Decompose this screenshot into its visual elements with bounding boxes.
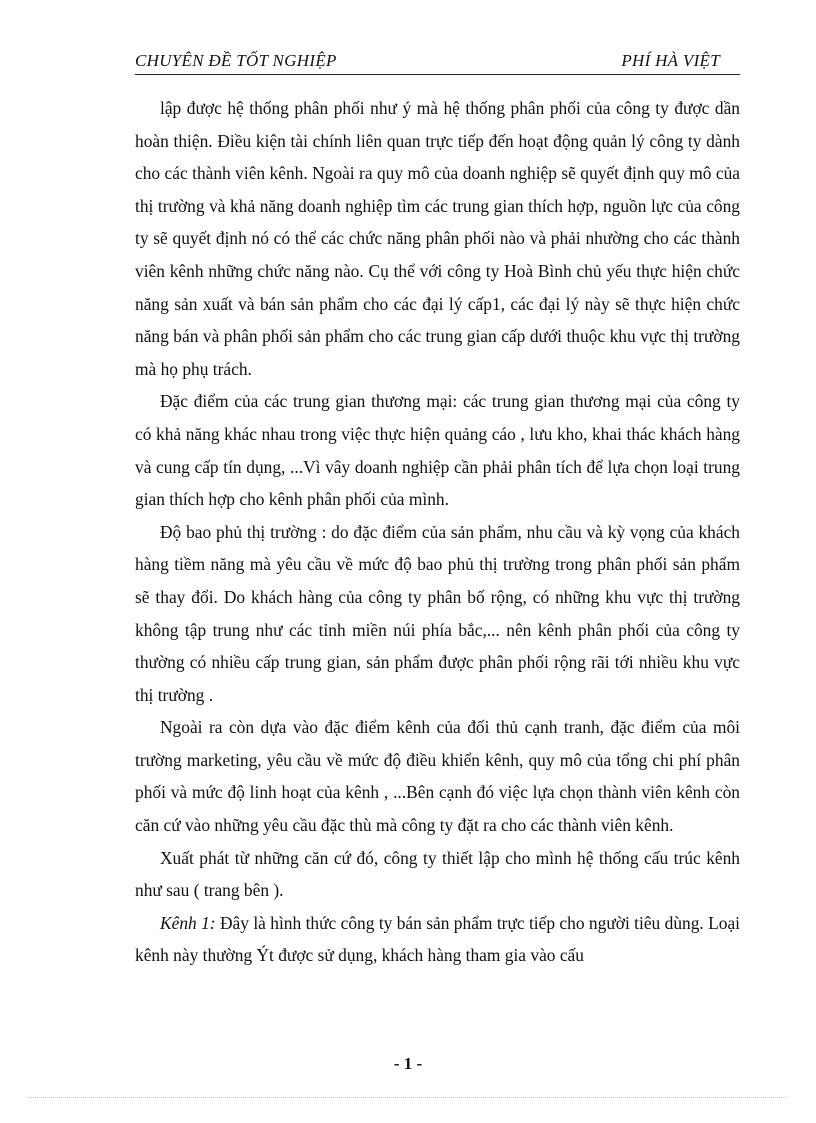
page-header [135, 48, 740, 75]
header-author: PHÍ HÀ VIỆT [621, 51, 720, 70]
paragraph-market-coverage: Độ bao phủ thị trường : do đặc điểm của sản phẩm, nhu cầu và kỳ vọng của khách hàng tiềm năng mà yêu cầu về mức độ bao phủ thị trường trong phân phối sản phẩm sẽ thay đổi. Do khách hàng của công ty phân bố rộng, có những khu vực thị trường không tập trung như các tỉnh miền núi phía bắc,... nên kênh phân phối của công ty thường có nhiều cấp trung gian, sản phẩm được phân phối rộng rãi tới nhiều khu vực thị trường . [135, 521, 740, 705]
paragraph-channel-structure: Xuất phát từ những căn cứ đó, công ty thiết lập cho mình hệ thống cấu trúc kênh như sau ( trang bên ). [135, 847, 740, 901]
channel-1-label: Kênh 1: [160, 912, 216, 933]
paragraph-other-factors: Ngoài ra còn dựa vào đặc điểm kênh của đối thủ cạnh tranh, đặc điểm của môi trường marketing, yêu cầu về mức độ điều khiển kênh, quy mô của tổng chi phí phân phối và mức độ linh hoạt của kênh , ...Bên cạnh đó việc lựa chọn thành viên kênh còn căn cứ vào những yêu cầu đặc thù mà công ty đặt ra cho các thành viên kênh. [135, 717, 740, 836]
page-number: - 1 - [393, 1054, 423, 1073]
paragraph-continuation: lập được hệ thống phân phối như ý mà hệ thống phân phối của công ty được dần hoàn thiện. Điều kiện tài chính liên quan trực tiếp đến hoạt động quản lý công ty dành cho các thành viên kênh. Ngoài ra quy mô của doanh nghiệp sẽ quyết định quy mô của thị trường và khả năng doanh nghiệp tìm các trung gian thích hợp, nguồn lực của công ty sẽ quyết định nó có thể các chức năng phân phối nào và phải nhường cho các thành viên kênh những chức năng nào. Cụ thể với công ty Hoà Bình chủ yếu thực hiện chức năng sản xuất và bán sản phẩm cho các đại lý cấp1, các đại lý này sẽ thực hiện chức năng bán và phân phối sản phẩm cho các trung gian cấp dưới thuộc khu vực thị trường mà họ phụ trách. [135, 98, 740, 379]
channel-1-text: Đây là hình thức công ty bán sản phẩm trực tiếp cho người tiêu dùng. Loại kênh này thường Ýt được sử dụng, khách hàng tham gia vào cấu [135, 912, 741, 966]
paragraph-intermediaries: Đặc điểm của các trung gian thương mại: các trung gian thương mại của công ty có khả năng khác nhau trong việc thực hiện quảng cáo , lưu kho, khai thác khách hàng và cung cấp tín dụng, ...Vì vây doanh nghiệp cần phải phân tích để lựa chọn loại trung gian thích hợp cho kênh phân phối của mình. [135, 391, 740, 510]
paragraph-channel-1 [135, 907, 740, 972]
header-title: CHUYÊN ĐỀ TỐT NGHIỆP [135, 51, 337, 70]
page-bottom-divider [28, 1097, 788, 1098]
body-text [135, 92, 740, 972]
